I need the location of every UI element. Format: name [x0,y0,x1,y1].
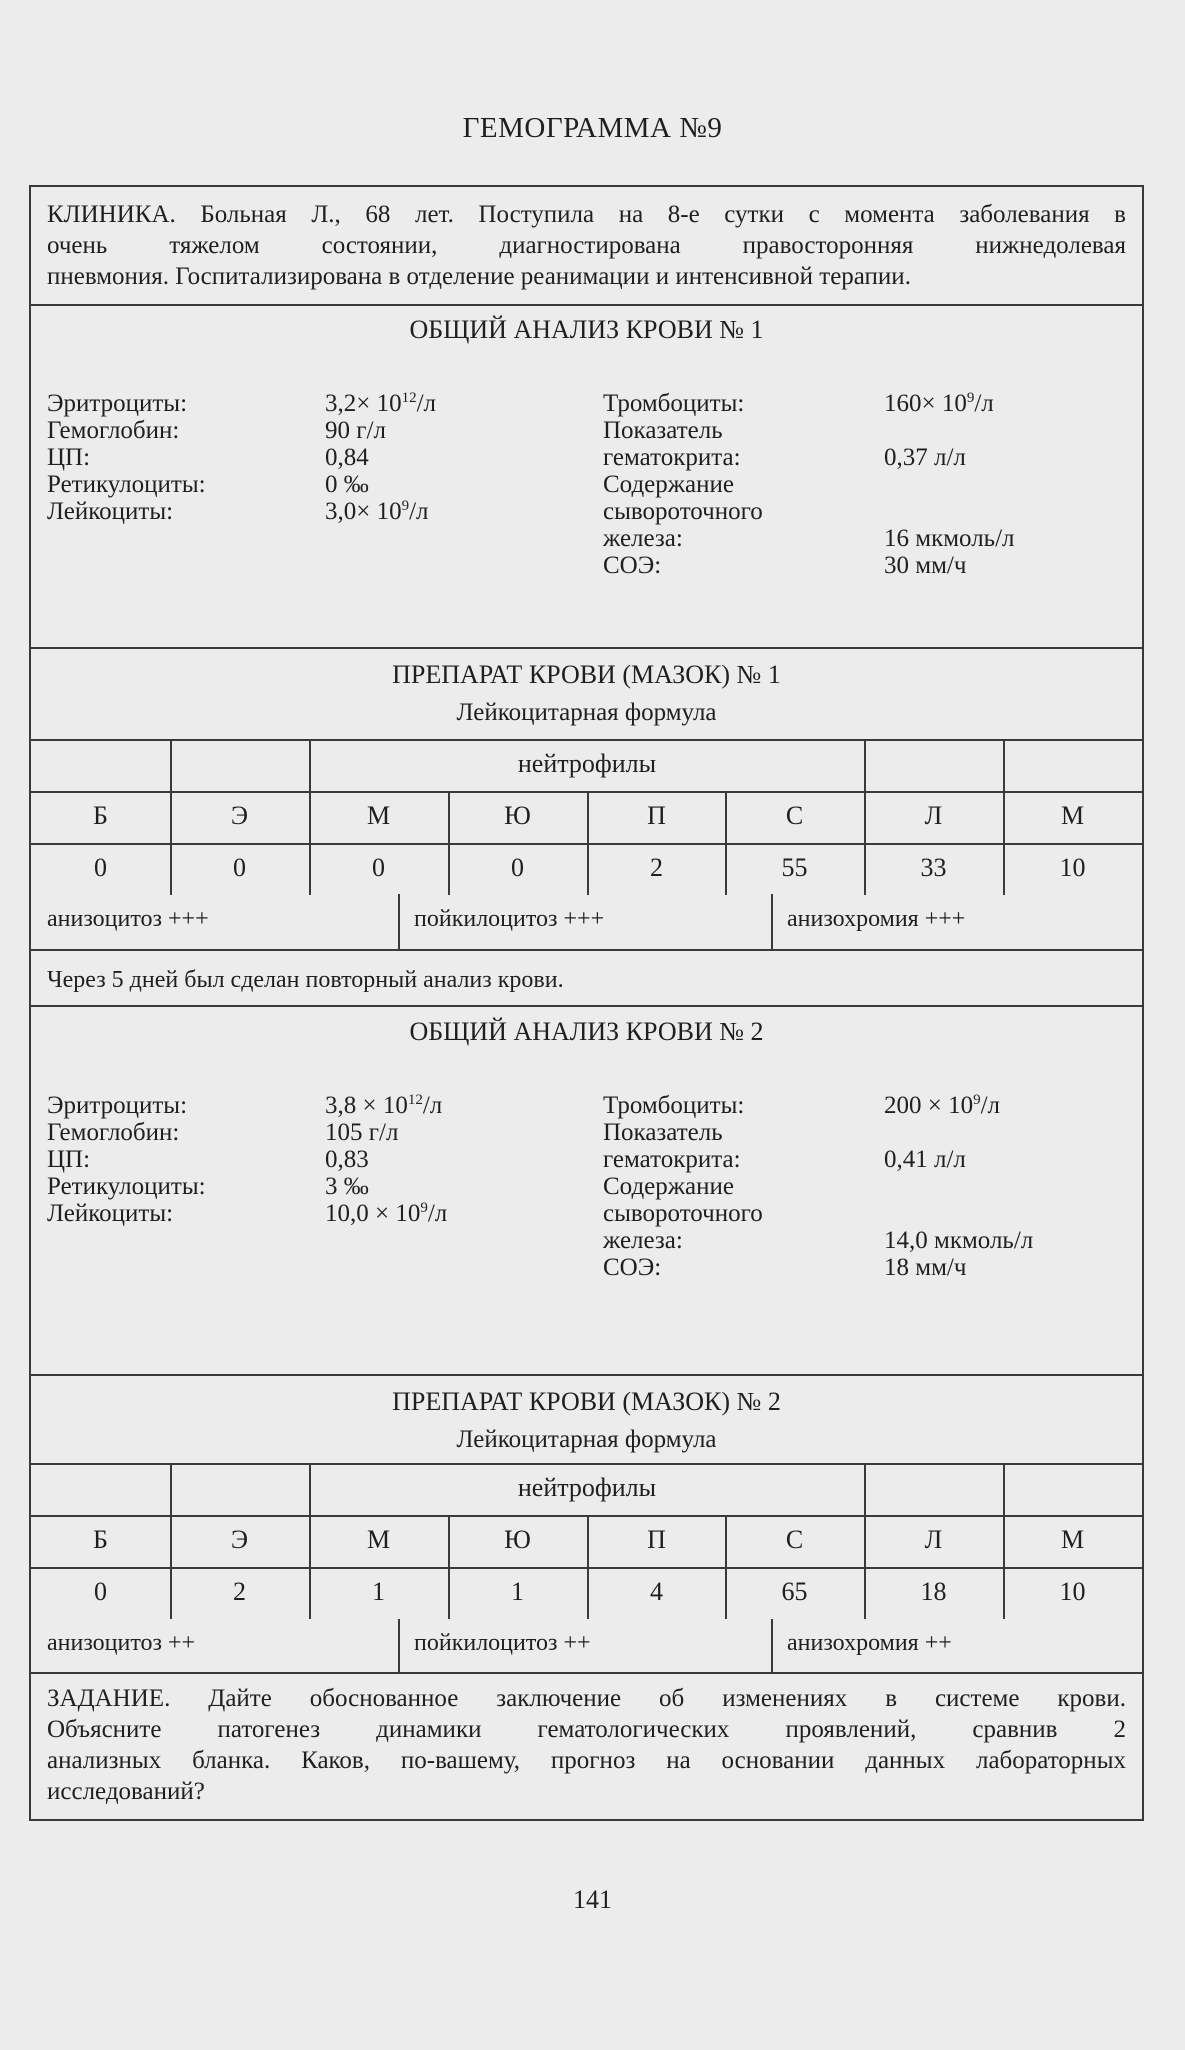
hemogram-frame [29,185,1144,1821]
cbc1-left-values [325,390,436,525]
cbc1-title: ОБЩИЙ АНАЛИЗ КРОВИ № 1 [409,315,764,344]
smear2-poikilocytosis: пойкилоцитоз ++ [414,1630,591,1656]
formula-value-cell: 2 [233,1577,246,1606]
clinic-line: очень тяжелом состоянии, диагностирована правосторонняя нижнедолевая [47,232,1126,259]
clinic-line: пневмония. Госпитализирована в отделение реанимации и интенсивной терапии. [47,263,911,290]
formula-header-cell: М [366,1525,391,1554]
divider [31,1463,1142,1465]
cbc2-value-ci: 0,83 [325,1146,369,1173]
clinic-paragraph [47,199,1126,292]
formula-header-cell: Ю [504,801,531,830]
cbc1-value-hgb: 90 г/л [325,417,386,444]
task-line: Объясните патогенез динамики гематологических проявлений, сравнив 2 [47,1716,1126,1743]
cbc1-right-labels [603,390,763,579]
divider [31,304,1142,306]
cbc1-label-retic: Ретикулоциты: [47,471,206,498]
smear1-anisochromia: анизохромия +++ [787,906,966,932]
divider [31,1005,1142,1007]
formula-value-cell: 10 [1059,1577,1086,1606]
formula-header-cell: С [785,1525,804,1554]
formula-value-cell: 0 [94,1577,107,1606]
formula-value-cell: 1 [372,1577,385,1606]
formula-value-cell: 0 [511,853,524,882]
cbc2-value-esr: 18 мм/ч [884,1254,967,1281]
smear2-morphology [31,1619,1142,1672]
cbc2-label-iron-1: Содержание [603,1173,734,1200]
formula-header-cell: Э [230,801,249,830]
cbc1-value-plt: $160\times 10^9/л$ [884,390,994,417]
cbc1-value-iron: 16 мкмоль/л [884,525,1015,552]
formula-header-cell: Б [93,801,108,830]
cbc2-value-retic: 3 ‰ [325,1173,369,1200]
neutrophils-group-header: нейтрофилы [517,749,657,778]
smear2-anisochromia: анизохромия ++ [787,1630,952,1656]
repeat-note: Через 5 дней был сделан повторный анализ крови. [47,967,564,993]
formula-value-cell: 2 [650,853,663,882]
formula-header-cell: П [647,801,666,830]
cbc1-label-plt: Тромбоциты: [603,390,745,417]
cbc2-label-plt: Тромбоциты: [603,1092,745,1119]
cbc2-right-values [884,1092,1033,1281]
cbc2-value-iron: 14,0 мкмоль/л [884,1227,1034,1254]
cbc1-left-labels [47,390,206,525]
neutrophils-group-header: нейтрофилы [517,1473,657,1502]
cbc1-label-ci: ЦП: [47,444,91,471]
formula-header-cell: Л [924,1525,943,1554]
formula-header-cell: М [1060,801,1085,830]
task-line: ЗАДАНИЕ. Дайте обоснованное заключение об изменениях в системе крови. [47,1685,1126,1712]
cbc2-value-hgb: 105 г/л [325,1119,399,1146]
cbc2-label-iron-2: сывороточного [603,1200,763,1227]
cbc2-value-plt: $200 \times 10^9/л$ [884,1092,1001,1119]
cbc2-left-labels [47,1092,206,1227]
divider [31,1374,1142,1376]
formula-header-cell: С [785,801,804,830]
formula-value-cell: 0 [233,853,246,882]
cbc1-label-hct-1: Показатель [603,417,723,444]
task-paragraph [47,1683,1126,1807]
cbc1-value-ci: 0,84 [325,444,369,471]
cbc2-label-hct-2: гематокрита: [603,1146,741,1173]
cbc2-label-wbc: Лейкоциты: [47,1200,174,1227]
formula-header-cell: Л [924,801,943,830]
formula-value-cell: 0 [94,853,107,882]
cbc2-label-hct-1: Показатель [603,1119,723,1146]
cbc1-value-esr: 30 мм/ч [884,552,967,579]
cbc2-left-values [325,1092,447,1227]
formula-value-cell: 18 [920,1577,947,1606]
formula-header-cell: М [1060,1525,1085,1554]
cbc1-value-hct: 0,37 л/л [884,444,966,471]
smear2-formula-table [31,1463,1142,1619]
smear1-title: ПРЕПАРАТ КРОВИ (МАЗОК) № 1 [392,660,781,689]
cbc1-right-values [884,390,1015,579]
cbc2-label-ci: ЦП: [47,1146,91,1173]
task-line: исследований? [47,1778,205,1805]
formula-header-cell: М [366,801,391,830]
smear1-morphology [31,894,1142,949]
cbc1-label-iron-1: Содержание [603,471,734,498]
formula-value-cell: 55 [781,853,808,882]
page-title: ГЕМОГРАММА №9 [462,112,723,144]
cbc2-label-hgb: Гемоглобин: [47,1119,180,1146]
formula-value-cell: 10 [1059,853,1086,882]
cbc2-label-rbc: Эритроциты: [47,1092,188,1119]
cbc1-label-rbc: Эритроциты: [47,390,188,417]
cbc1-label-wbc: Лейкоциты: [47,498,174,525]
cbc2-value-rbc: $3,8 \times 10^{12}/л$ [325,1092,443,1119]
smear1-poikilocytosis: пойкилоцитоз +++ [414,906,605,932]
clinic-line: КЛИНИКА. Больная Л., 68 лет. Поступила на 8-е сутки с момента заболевания в [47,201,1126,228]
smear1-subtitle: Лейкоцитарная формула [456,699,717,726]
cbc1-label-hct-2: гематокрита: [603,444,741,471]
formula-value-cell: 1 [511,1577,524,1606]
formula-value-cell: 65 [781,1577,808,1606]
cbc2-label-iron-3: железа: [603,1227,683,1254]
cbc2-title: ОБЩИЙ АНАЛИЗ КРОВИ № 2 [409,1017,764,1046]
smear2-title: ПРЕПАРАТ КРОВИ (МАЗОК) № 2 [392,1387,781,1416]
cbc1-value-retic: 0 ‰ [325,471,369,498]
formula-header-cell: Б [93,1525,108,1554]
cbc1-label-iron-2: сывороточного [603,498,763,525]
cbc2-value-hct: 0,41 л/л [884,1146,966,1173]
smear1-anisocytosis: анизоцитоз +++ [47,906,209,932]
cbc2-label-retic: Ретикулоциты: [47,1173,206,1200]
cbc1-label-hgb: Гемоглобин: [47,417,180,444]
divider [31,739,1142,741]
cbc1-value-wbc: $3,0\times 10^9/л$ [325,498,429,525]
divider [31,647,1142,649]
formula-header-cell: Э [230,1525,249,1554]
formula-value-cell: 4 [650,1577,663,1606]
cbc2-right-labels [603,1092,763,1281]
formula-header-cell: П [647,1525,666,1554]
divider [31,1672,1142,1674]
cbc2-label-esr: СОЭ: [603,1254,662,1281]
task-line: анализных бланка. Каков, по-вашему, прогноз на основании данных лабораторных [47,1747,1126,1774]
cbc1-value-rbc: $3,2\times 10^{12}/л$ [325,390,437,417]
divider [31,949,1142,951]
smear2-anisocytosis: анизоцитоз ++ [47,1630,196,1656]
cbc2-value-wbc: $10,0 \times 10^9/л$ [325,1200,448,1227]
formula-header-cell: Ю [504,1525,531,1554]
cbc1-label-iron-3: железа: [603,525,683,552]
smear2-subtitle: Лейкоцитарная формула [456,1426,717,1453]
formula-value-cell: 33 [920,853,947,882]
smear1-formula-table [31,739,1142,894]
cbc1-label-esr: СОЭ: [603,552,662,579]
page-number: 141 [573,1885,612,1914]
formula-value-cell: 0 [372,853,385,882]
